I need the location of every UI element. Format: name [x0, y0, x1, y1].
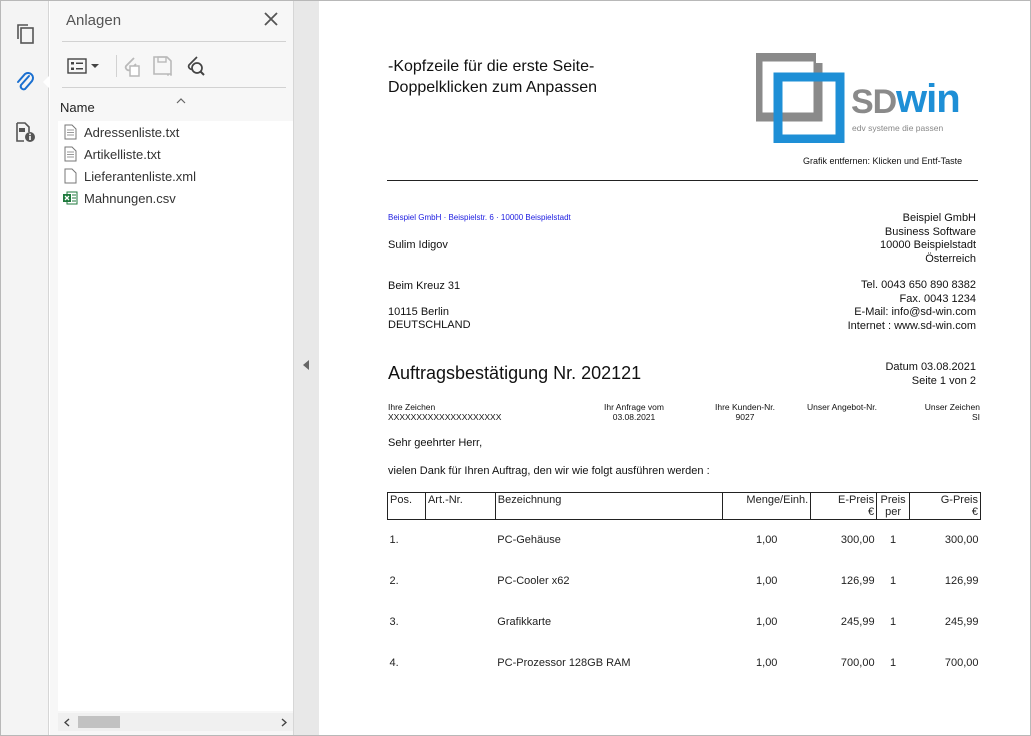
page-indicator: Seite 1 von 2: [911, 374, 976, 387]
cell-art-nr: [425, 616, 495, 657]
ref-label: Ihr Anfrage vom: [603, 402, 664, 412]
table-row: [388, 616, 981, 657]
col-e-preis: [811, 493, 877, 520]
options-menu-button[interactable]: [64, 52, 102, 80]
file-name: Adressenliste.txt: [84, 124, 180, 140]
ref-anfrage: [577, 402, 691, 422]
cell-preis-per: 1: [890, 656, 897, 669]
col-preis-per: [877, 493, 910, 520]
company-city: 10000 Beispielstadt: [879, 239, 976, 251]
col-preis-per-line1: Preis: [880, 494, 906, 506]
list-item[interactable]: [62, 166, 196, 186]
blank-file-icon: [62, 167, 78, 185]
document-properties-button[interactable]: [10, 117, 40, 147]
ref-value: SI: [971, 412, 980, 422]
file-name: Artikelliste.txt: [84, 146, 161, 162]
col-g-preis-line1: G-Preis: [940, 494, 978, 506]
cell-pos: 3.: [389, 615, 399, 628]
cell-g-preis: 245,99: [944, 615, 979, 628]
list-options-icon: [67, 58, 89, 74]
col-g-preis-line2: €: [971, 506, 978, 518]
cell-menge: 1,00: [756, 615, 778, 628]
scrollbar-thumb[interactable]: [78, 716, 120, 728]
order-items-table: [387, 492, 981, 698]
col-preis-per-line2: per: [885, 506, 902, 518]
search-attachment-button[interactable]: [180, 52, 210, 80]
recipient-name: Sulim Idigov: [388, 239, 448, 251]
collapse-panel-arrow-icon[interactable]: [303, 360, 309, 370]
intro-text: vielen Dank für Ihren Auftrag, den wir wie folgt ausführen werden :: [388, 465, 710, 477]
header-rule: [387, 180, 978, 181]
horizontal-scrollbar[interactable]: [58, 713, 293, 731]
company-contact: [769, 279, 976, 333]
ref-label: Unser Zeichen: [924, 402, 980, 412]
add-attachment-button[interactable]: [116, 52, 146, 80]
col-menge: Menge/Einh.: [723, 493, 811, 520]
panel-divider: [62, 41, 286, 42]
logo-text-win: win: [896, 77, 960, 121]
page-thumbnails-button[interactable]: [10, 19, 40, 49]
chevron-left-icon: [64, 718, 70, 727]
panel-title: Anlagen: [66, 12, 122, 29]
recipient-street: Beim Kreuz 31: [388, 280, 461, 292]
file-name: Mahnungen.csv: [84, 190, 176, 206]
save-icon: [151, 54, 175, 78]
recipient-country: DEUTSCHLAND: [388, 319, 471, 331]
ref-ihre-zeichen: [388, 402, 501, 422]
cell-preis-per: 1: [890, 533, 897, 546]
document-page: [319, 1, 1030, 735]
scroll-right-button[interactable]: [275, 713, 293, 731]
save-attachment-button[interactable]: [148, 52, 178, 80]
chevron-down-icon: [91, 63, 99, 69]
header-line-2: Doppelklicken zum Anpassen: [388, 79, 598, 96]
table-row: [388, 534, 981, 575]
col-art-nr: Art.-Nr.: [425, 493, 495, 520]
cell-bezeichnung: Grafikkarte: [497, 615, 552, 628]
logo-caption: Grafik entfernen: Klicken und Entf-Taste: [803, 156, 963, 166]
ref-value: 03.08.2021: [612, 412, 656, 422]
toolbar-bottom-divider: [62, 87, 286, 88]
cell-g-preis: 300,00: [944, 533, 979, 546]
attachments-panel: [50, 1, 293, 735]
attachments-list: [58, 121, 293, 711]
cell-pos: 1.: [389, 533, 399, 546]
ref-label: Ihre Kunden-Nr.: [714, 402, 775, 412]
cell-e-preis: 245,99: [840, 615, 875, 628]
navigation-rail: [1, 1, 49, 735]
company-name: Beispiel GmbH: [902, 212, 976, 224]
salutation: Sehr geehrter Herr,: [388, 437, 483, 449]
cell-e-preis: 300,00: [840, 533, 875, 546]
cell-e-preis: 126,99: [840, 574, 875, 587]
search-attachment-icon: [183, 54, 207, 78]
company-fax: Fax. 0043 1234: [899, 292, 976, 305]
company-country: Österreich: [925, 252, 976, 265]
header-line-1: -Kopfzeile für die erste Seite-: [388, 58, 595, 75]
company-address: [769, 212, 976, 266]
col-g-preis: [910, 493, 981, 520]
ref-label: Unser Angebot-Nr.: [807, 402, 877, 412]
cell-g-preis: 126,99: [944, 574, 979, 587]
close-icon: [264, 12, 278, 26]
file-name: Lieferantenliste.xml: [84, 168, 196, 184]
cell-preis-per: 1: [890, 574, 897, 587]
pages-icon: [14, 22, 36, 46]
logo-text-sd: SD: [851, 83, 897, 121]
company-email: E-Mail: info@sd-win.com: [854, 306, 976, 318]
ref-value: XXXXXXXXXXXXXXXXXXXX: [388, 412, 502, 422]
document-title: Auftragsbestätigung Nr. 202121: [388, 363, 642, 383]
list-item[interactable]: [62, 188, 176, 208]
excel-file-icon: [62, 189, 78, 207]
recipient-city: 10115 Berlin: [388, 306, 449, 318]
logo-tagline: edv systeme die passen: [852, 123, 944, 133]
cell-preis-per: 1: [890, 615, 897, 628]
sort-ascending-icon: [176, 91, 186, 109]
close-panel-button[interactable]: [260, 8, 282, 30]
company-logo[interactable]: [756, 53, 960, 143]
cell-menge: 1,00: [756, 574, 778, 587]
cell-bezeichnung: PC-Prozessor 128GB RAM: [497, 656, 631, 669]
text-file-icon: [62, 123, 78, 141]
document-info-icon: [13, 120, 37, 144]
header-placeholder[interactable]: [388, 56, 597, 98]
company-subtitle: Business Software: [884, 225, 976, 238]
attachments-toolbar: [64, 52, 288, 80]
cell-menge: 1,00: [756, 533, 778, 546]
cell-bezeichnung: PC-Cooler x62: [497, 574, 570, 587]
cell-art-nr: [425, 575, 495, 616]
table-row: [388, 657, 981, 698]
ref-angebot-nr: [807, 402, 877, 412]
company-internet: Internet : www.sd-win.com: [847, 319, 976, 332]
cell-art-nr: [425, 534, 495, 575]
date-and-page: [769, 361, 976, 388]
cell-menge: 1,00: [756, 656, 778, 669]
attachments-button[interactable]: [10, 67, 40, 97]
cell-pos: 2.: [389, 574, 399, 587]
panel-splitter[interactable]: [293, 1, 319, 735]
cell-e-preis: 700,00: [840, 656, 875, 669]
chevron-right-icon: [281, 718, 287, 727]
sender-line: Beispiel GmbH · Beispielstr. 6 · 10000 Beispielstadt: [388, 213, 571, 222]
name-column-header[interactable]: Name: [60, 100, 95, 115]
ref-kunden-nr: [701, 402, 789, 422]
col-e-preis-line2: €: [867, 506, 875, 518]
list-item[interactable]: [62, 144, 161, 164]
ref-unser-zeichen: [879, 402, 980, 422]
text-file-icon: [62, 145, 78, 163]
document-date: Datum 03.08.2021: [885, 361, 976, 373]
scroll-left-button[interactable]: [58, 713, 76, 731]
ref-value: 9027: [735, 412, 755, 422]
col-e-preis-line1: E-Preis: [838, 494, 875, 506]
cell-art-nr: [425, 657, 495, 698]
col-pos: Pos.: [388, 493, 426, 520]
ref-label: Ihre Zeichen: [388, 402, 436, 412]
table-header-row: [388, 493, 981, 520]
cell-bezeichnung: PC-Gehäuse: [497, 533, 561, 546]
cell-pos: 4.: [389, 656, 399, 669]
company-tel: Tel. 0043 650 890 8382: [861, 279, 976, 291]
table-row: [388, 575, 981, 616]
list-item[interactable]: [62, 122, 179, 142]
attach-file-icon: [119, 54, 143, 78]
cell-g-preis: 700,00: [944, 656, 979, 669]
paperclip-icon: [14, 70, 36, 94]
col-bezeichnung: Bezeichnung: [495, 493, 722, 520]
